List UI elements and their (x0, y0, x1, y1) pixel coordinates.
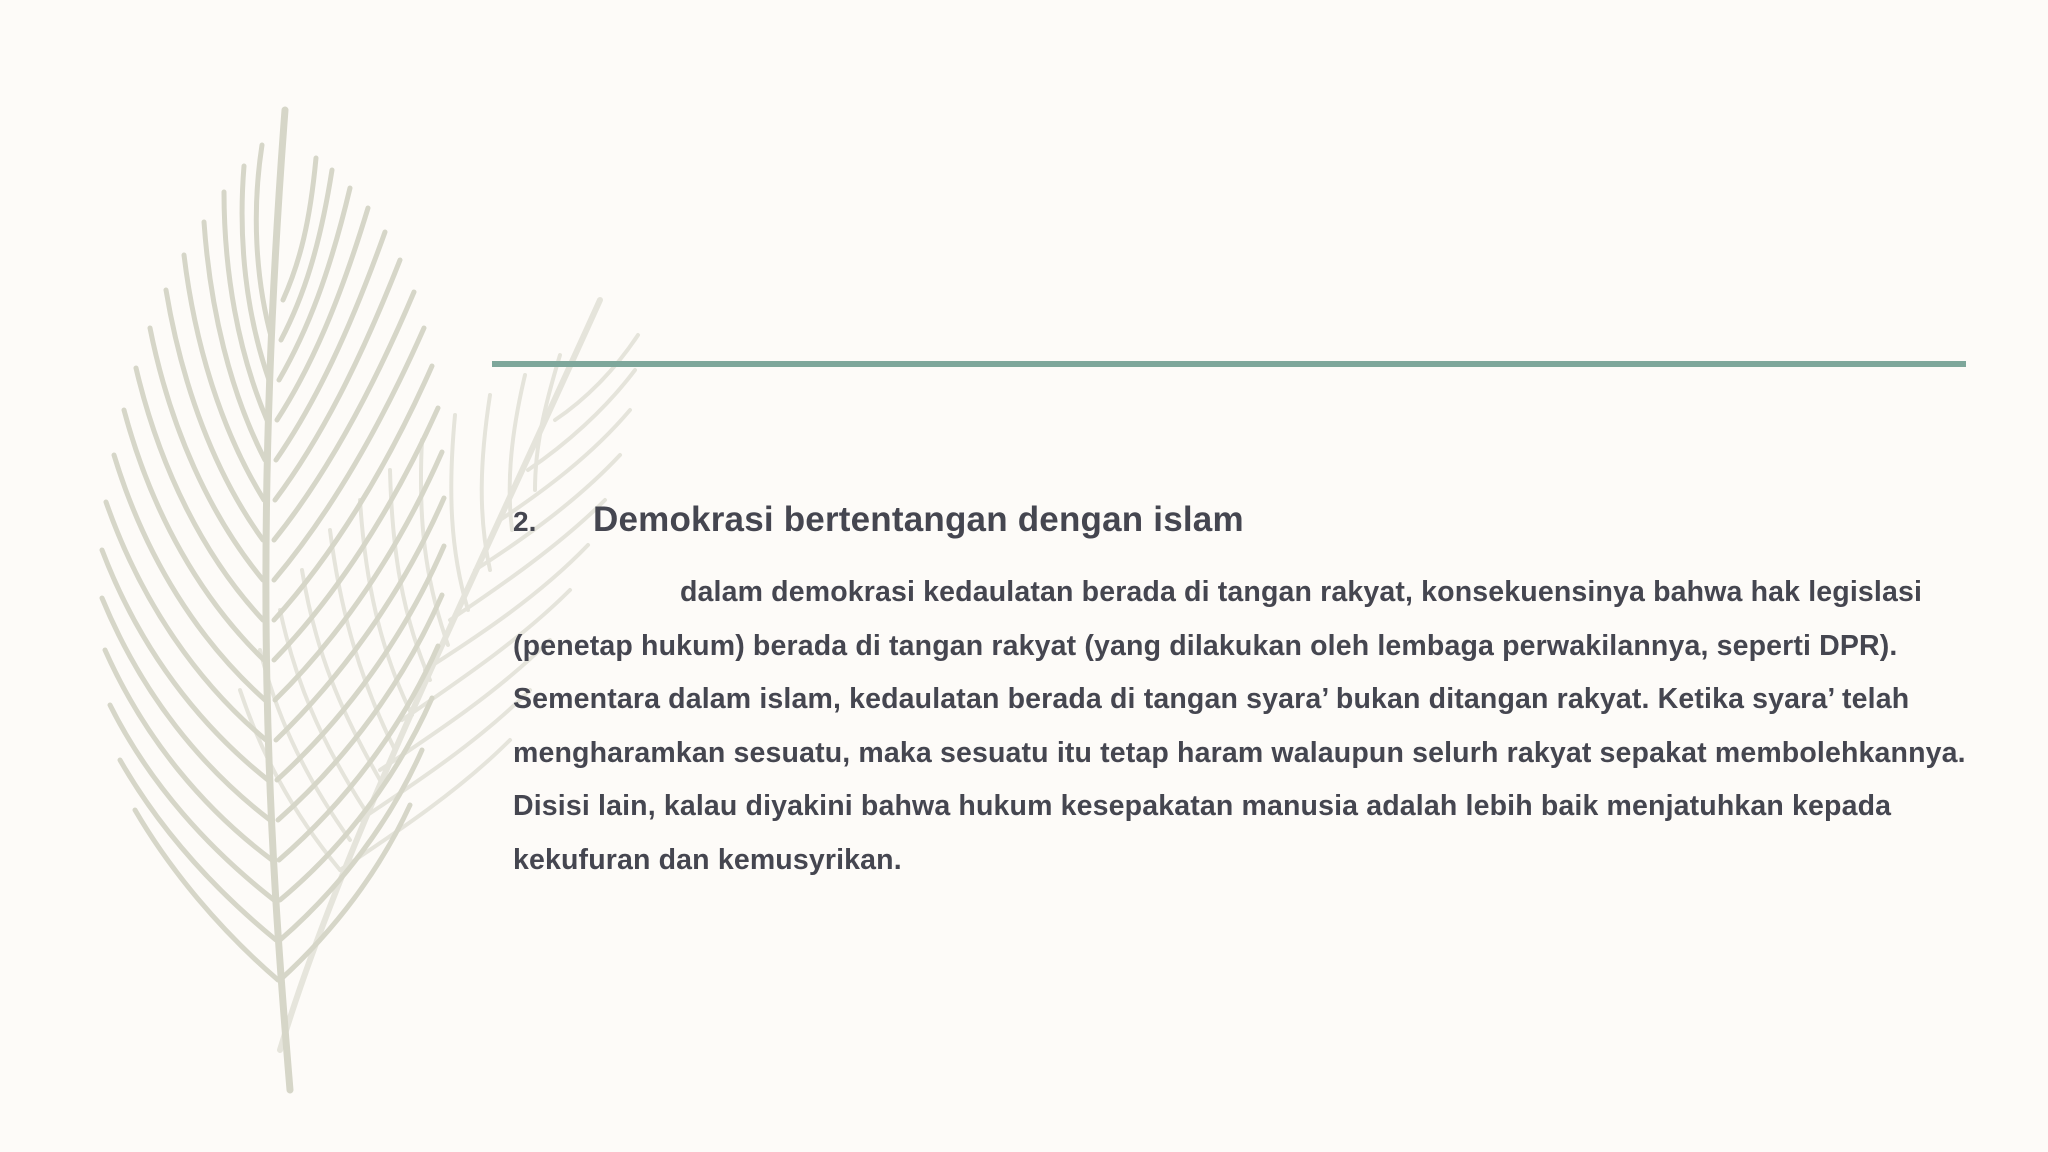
content-block (513, 500, 1973, 887)
divider-line (492, 361, 1966, 367)
body-paragraph: dalam demokrasi kedaulatan berada di tangan rakyat, konsekuensinya bahwa hak legislasi (penetap hukum) berada di tangan rakyat (yang dilakukan oleh lembaga perwakilannya, seperti DPR). Sementara dalam islam, kedaulatan berada di tangan syara’ bukan ditangan rakyat. Ketika syara’ telah mengharamkan sesuatu, maka sesuatu itu tetap haram walaupun selurh rakyat sepakat membolehkannya. Disisi lain, kalau diyakini bahwa hukum kesepakatan manusia adalah lebih baik menjatuhkan kepada kekufuran dan kemusyrikan. (513, 576, 1966, 876)
section-heading (513, 500, 1973, 540)
section-title: Demokrasi bertentangan dengan islam (593, 500, 1244, 539)
section-number: 2. (513, 506, 537, 537)
